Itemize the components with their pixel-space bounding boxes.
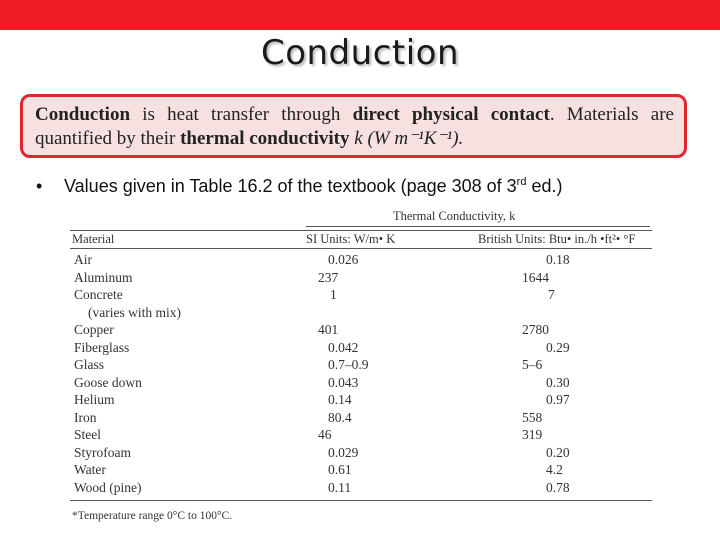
definition-box [20, 94, 687, 158]
table-cell-british: 0.30 [546, 374, 570, 390]
table-cell-british: 0.78 [546, 479, 570, 495]
table-cell-si: 0.7–0.9 [328, 357, 369, 372]
table-cell-si: 401 [318, 322, 339, 337]
bullet-text: Values given in Table 16.2 of the textbook (page 308 of 3 [64, 176, 517, 196]
table-cell-british: 319 [522, 427, 543, 442]
table-cell-si: 80.4 [328, 409, 352, 425]
table-cell-material: Helium [74, 392, 115, 407]
table-footnote: *Temperature range 0°C to 100°C. [72, 510, 233, 522]
definition-term: Conduction [35, 104, 131, 125]
table-cell-si: 237 [318, 269, 339, 285]
table-cell-british: 0.20 [546, 444, 570, 460]
table-cell-material: Goose down [74, 374, 142, 390]
definition-units: (W m⁻¹K⁻¹). [362, 128, 464, 149]
table-top-rule [70, 230, 652, 231]
table-cell-british: 5–6 [522, 357, 543, 372]
table-cell-material: Steel [74, 427, 101, 442]
table-cell-material: Water [74, 462, 106, 477]
table-cell-si: 46 [318, 427, 332, 442]
table-bottom-rule [70, 500, 652, 501]
table-cell-material: Fiberglass [74, 339, 130, 355]
table-cell-si: 0.026 [328, 252, 359, 267]
table-cell-british: 0.29 [546, 339, 570, 355]
definition-text-2: . Materials are quantified by their [35, 104, 674, 149]
bullet-dot: • [36, 176, 43, 196]
table-header-rule [70, 248, 652, 249]
table-cell-british: 2780 [522, 322, 549, 337]
column-header-material: Material [72, 232, 115, 246]
super-header-rule [306, 226, 650, 227]
table-cell-british: 0.18 [546, 252, 570, 267]
column-header-si: SI Units: W/m• K [306, 232, 396, 246]
table-cell-british: 4.2 [546, 462, 563, 477]
table-cell-british: 558 [522, 409, 543, 425]
table-cell-british: 7 [548, 287, 555, 302]
table-cell-material: Wood (pine) [74, 479, 142, 495]
table-cell-material: Iron [74, 409, 97, 425]
table-cell-si: 0.029 [328, 444, 359, 460]
table-cell-material: Glass [74, 357, 104, 372]
bullet-item [36, 174, 716, 198]
column-header-british: British Units: Btu• in./h •ft²• °F [478, 232, 636, 246]
table-cell-si: 1 [330, 287, 337, 302]
definition-emphasis: direct physical contact [352, 104, 550, 125]
table-cell-material: (varies with mix) [88, 304, 181, 320]
table-cell-material: Concrete [74, 287, 123, 302]
table-cell-si: 0.14 [328, 392, 352, 407]
table-cell-si: 0.043 [328, 374, 359, 390]
bullet-tail: ed.) [526, 176, 563, 196]
table-cell-material: Air [74, 252, 92, 267]
definition-text-1: is heat transfer through [130, 104, 353, 125]
table-cell-material: Aluminum [74, 269, 133, 285]
conductivity-table [70, 206, 652, 526]
table-cell-british: 0.97 [546, 392, 570, 407]
table-cell-material: Copper [74, 322, 114, 337]
table-cell-si: 0.11 [328, 479, 352, 495]
table-cell-si: 0.61 [328, 462, 352, 477]
definition-symbol: k [354, 128, 363, 149]
table-super-header: Thermal Conductivity, k [393, 209, 516, 223]
bullet-superscript: rd [516, 176, 527, 188]
top-red-bar [0, 0, 720, 30]
table-cell-material: Styrofoam [74, 444, 131, 460]
table-cell-british: 1644 [522, 269, 549, 285]
definition-term-2: thermal conductivity [180, 128, 350, 149]
slide-title: Conduction [260, 33, 460, 73]
table-cell-si: 0.042 [328, 339, 359, 355]
